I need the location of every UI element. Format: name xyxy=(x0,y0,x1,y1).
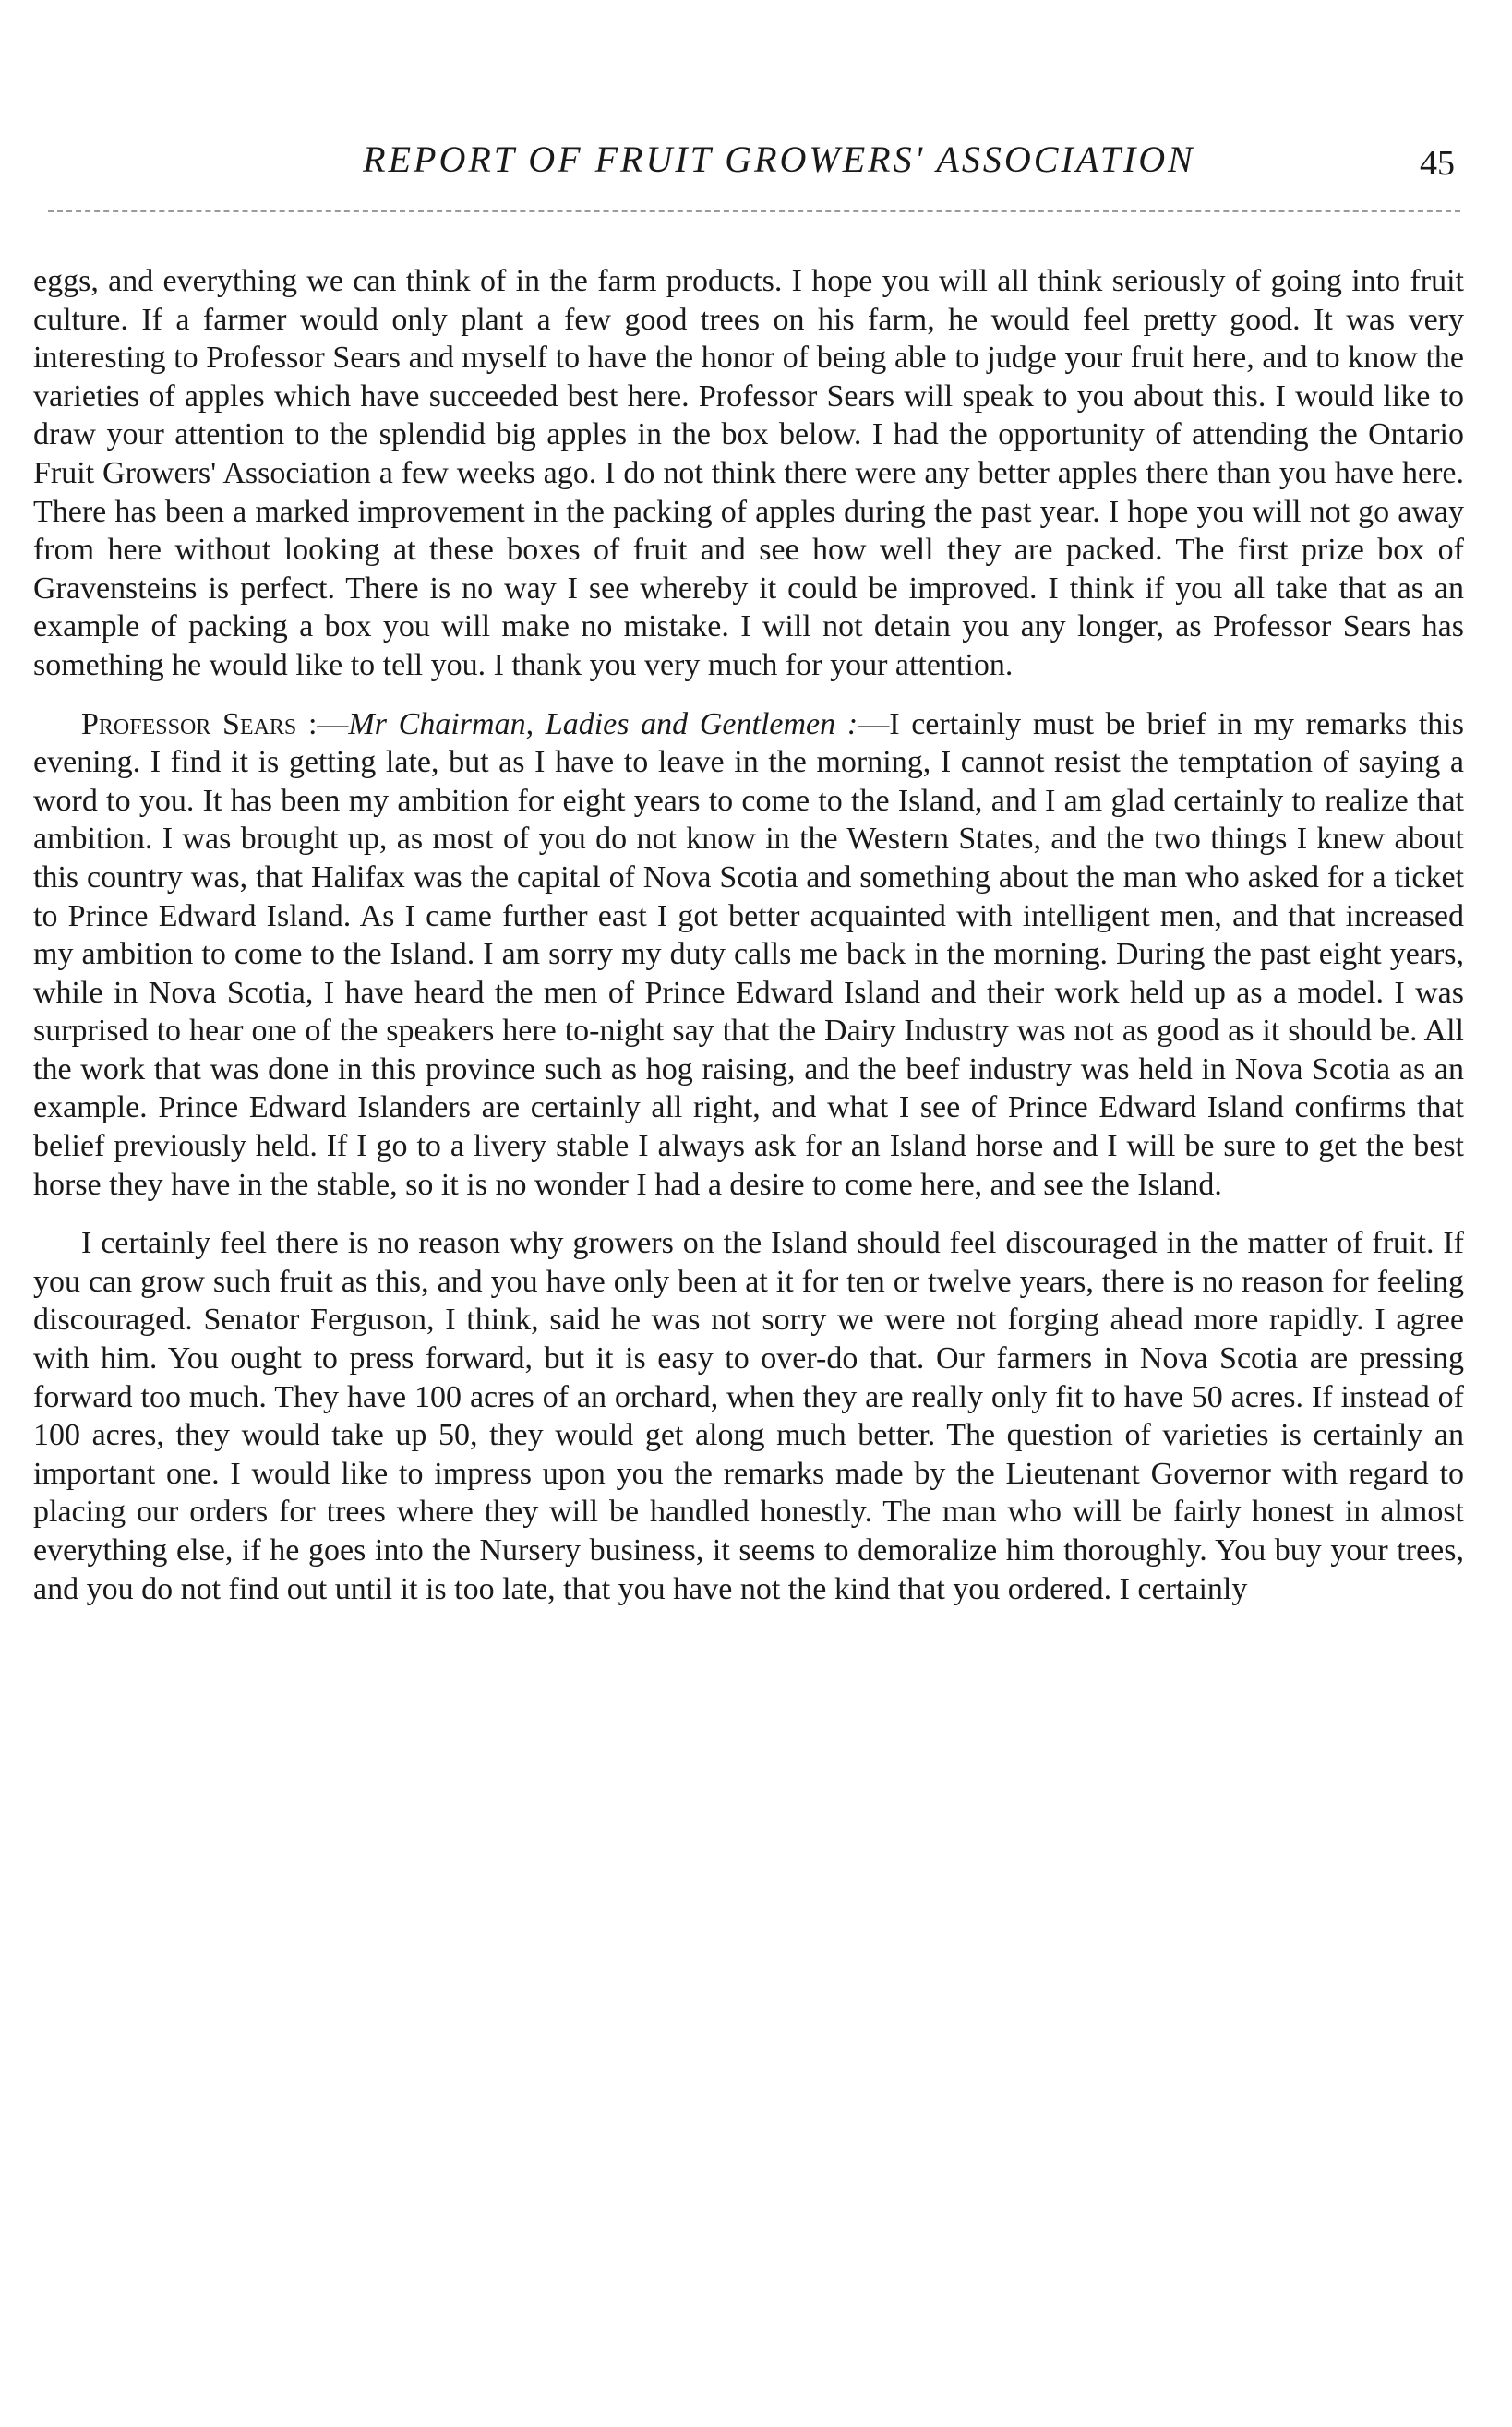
salutation: Mr Chairman, Ladies and Gentlemen : xyxy=(348,706,858,741)
speaker-name: Professor Sears xyxy=(81,706,297,741)
running-head xyxy=(33,137,1473,192)
paragraph-text: eggs, and everything we can think of in the farm products. I hope you will all think seriously of going into fruit culture. If a farmer would only plant a few good trees on his farm, he would feel pretty good. It was very interesting to Professor Sears and myself to have the honor of being able to judge your fruit here, and to know the varieties of apples which have succeeded best here. Professor Sears will speak to you about this. I would like to draw your attention to the splendid big apples in the box below. I had the opportunity of attending the Ontario Fruit Growers' Association a few weeks ago. I do not think there were any better apples there than you have here. There has been a marked improvement in the packing of apples during the past year. I hope you will not go away from here without looking at these boxes of fruit and see how well they are packed. The first prize box of Gravensteins is perfect. There is no way I see whereby it could be improved. I think if you all take that as an example of packing a box you will make no mistake. I will not detain you any longer, as Professor Sears has something he would like to tell you. I thank you very much for your attention. xyxy=(33,264,1464,682)
header-rule xyxy=(48,210,1460,212)
running-title: REPORT OF FRUIT GROWERS' ASSOCIATION xyxy=(363,138,1195,180)
paragraph-text: I certainly feel there is no reason why growers on the Island should feel discouraged in the matter of fruit. If you can grow such fruit as this, and you have only been at it for ten or twelve years, there is no reason for feeling discouraged. Senator Ferguson, I think, said he was not sorry we were not forging ahead more rapidly. I agree with him. You ought to press forward, but it is easy to over-do that. Our farmers in Nova Scotia are pressing forward too much. They have 100 acres of an orchard, when they are really only fit to have 50 acres. If instead of 100 acres, they would take up 50, they would get along much better. The question of varieties is certainly an important one. I would like to impress upon you the remarks made by the Lieutenant Governor with regard to placing our orders for trees where they will be handled honestly. The man who will be fairly honest in almost everything else, if he goes into the Nursery business, it seems to demoralize him thoroughly. You buy your trees, and you do not find out until it is too late, that you have not the kind that you ordered. I certainly xyxy=(33,1226,1464,1606)
paragraph-professor-sears xyxy=(33,705,1464,1205)
paragraph-fruit-discussion xyxy=(33,1224,1464,1608)
page-number: 45 xyxy=(1420,144,1455,183)
paragraph-continuation xyxy=(33,262,1464,685)
paragraph-text: —I certainly must be brief in my remarks this evening. I find it is getting late, but as I have to leave in the morning, I cannot resist the temptation of saying a word to you. It has been my ambition for eight years to come to the Island, and I am glad certainly to realize that ambition. I was brought up, as most of you do not know in the Western States, and the two things I knew about this country was, that Halifax was the capital of Nova Scotia and something about the man who asked for a ticket to Prince Edward Island. As I came further east I got better acquainted with intelligent men, and that increased my ambition to come to the Island. I am sorry my duty calls me back in the morning. During the past eight years, while in Nova Scotia, I have heard the men of Prince Edward Island and their work held up as a model. I was surprised to hear one of the speakers here to-night say that the Dairy Industry was not as good as it should be. All the work that was done in this province such as hog raising, and the beef industry was held in Nova Scotia as an example. Prince Edward Islanders are certainly all right, and what I see of Prince Edward Island confirms that belief previously held. If I go to a livery stable I always ask for an Island horse and I will be sure to get the best horse they have in the stable, so it is no wonder I had a desire to come here, and see the Island. xyxy=(33,706,1464,1202)
body-text xyxy=(33,262,1464,1608)
speaker-suffix: :— xyxy=(296,706,349,741)
